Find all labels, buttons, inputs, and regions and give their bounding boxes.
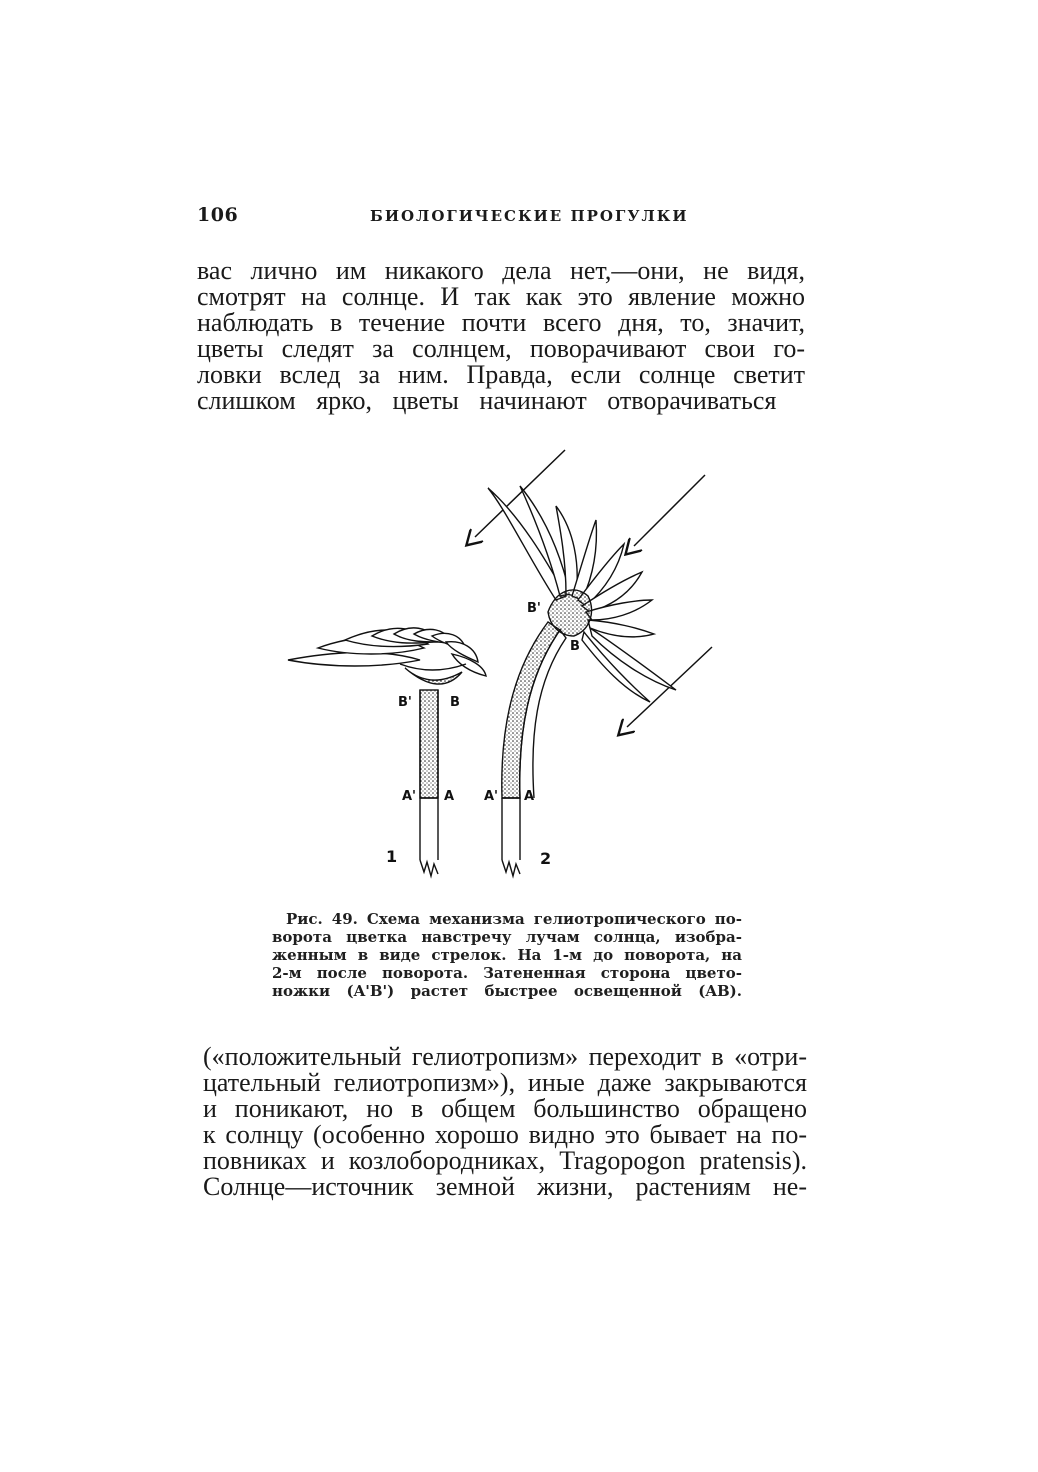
caption-line: женным в виде стрелок. На 1-м до поворота, на	[272, 946, 742, 964]
text-line: к солнцу (особенно хорошо видно это бывает на по-	[203, 1120, 807, 1149]
label-b-prime-1: B'	[398, 695, 412, 710]
caption-line: Рис. 49. Схема механизма гелиотропического по-	[286, 910, 742, 928]
text-line: и поникают, но в общем большинство обращено	[203, 1094, 807, 1123]
text-line: смотрят на солнце. И так как это явление можно	[197, 282, 805, 311]
label-a-2: A	[524, 789, 535, 804]
caption-line: ножки (A'B') растет быстрее освещенной (AB).	[272, 982, 742, 1000]
label-a-1: A	[444, 789, 455, 804]
label-b-prime-2: B'	[527, 601, 541, 616]
flower-2	[484, 486, 676, 876]
top-paragraph	[197, 258, 805, 414]
text-line: ловки вслед за ним. Правда, если солнце светит	[197, 360, 805, 389]
caption-line: ворота цветка навстречу лучам солнца, изобра-	[272, 928, 742, 946]
flower-illustration	[280, 440, 720, 880]
flower-1-number: 1	[386, 847, 398, 866]
label-a-prime-1: A'	[402, 789, 417, 804]
flower-1	[288, 628, 486, 876]
text-line: повниках и козлобородниках, Tragopogon pratensis).	[203, 1146, 807, 1175]
heliotropism-figure	[280, 440, 720, 880]
flower-1-stem-shaded	[420, 690, 438, 798]
label-b-1: B	[450, 695, 460, 710]
text-line: цательный гелиотропизм»), иные даже закрываются	[203, 1068, 807, 1097]
label-b-2: B	[570, 639, 580, 654]
figure-caption	[272, 910, 742, 1000]
flower-2-stem-shaded	[502, 622, 560, 798]
text-line: наблюдать в течение почти всего дня, то, значит,	[197, 308, 805, 337]
bottom-paragraph	[203, 1044, 807, 1200]
text-line: Солнце—источник земной жизни, растениям не-	[203, 1172, 807, 1201]
caption-line: 2-м после поворота. Затененная сторона цвето-	[272, 964, 742, 982]
running-title: БИОЛОГИЧЕСКИЕ ПРОГУЛКИ	[370, 207, 689, 225]
text-line: вас лично им никакого дела нет,—они, не видя,	[197, 256, 805, 285]
page-number: 106	[197, 204, 239, 226]
flower-2-number: 2	[540, 849, 552, 868]
text-line: («положительный гелиотропизм» переходит в «отри-	[203, 1042, 807, 1071]
sun-ray-arrow	[634, 475, 705, 546]
text-line: цветы следят за солнцем, поворачивают свои го-	[197, 334, 805, 363]
label-a-prime-2: A'	[484, 789, 499, 804]
text-line: слишком ярко, цветы начинают отворачиваться	[197, 386, 777, 415]
